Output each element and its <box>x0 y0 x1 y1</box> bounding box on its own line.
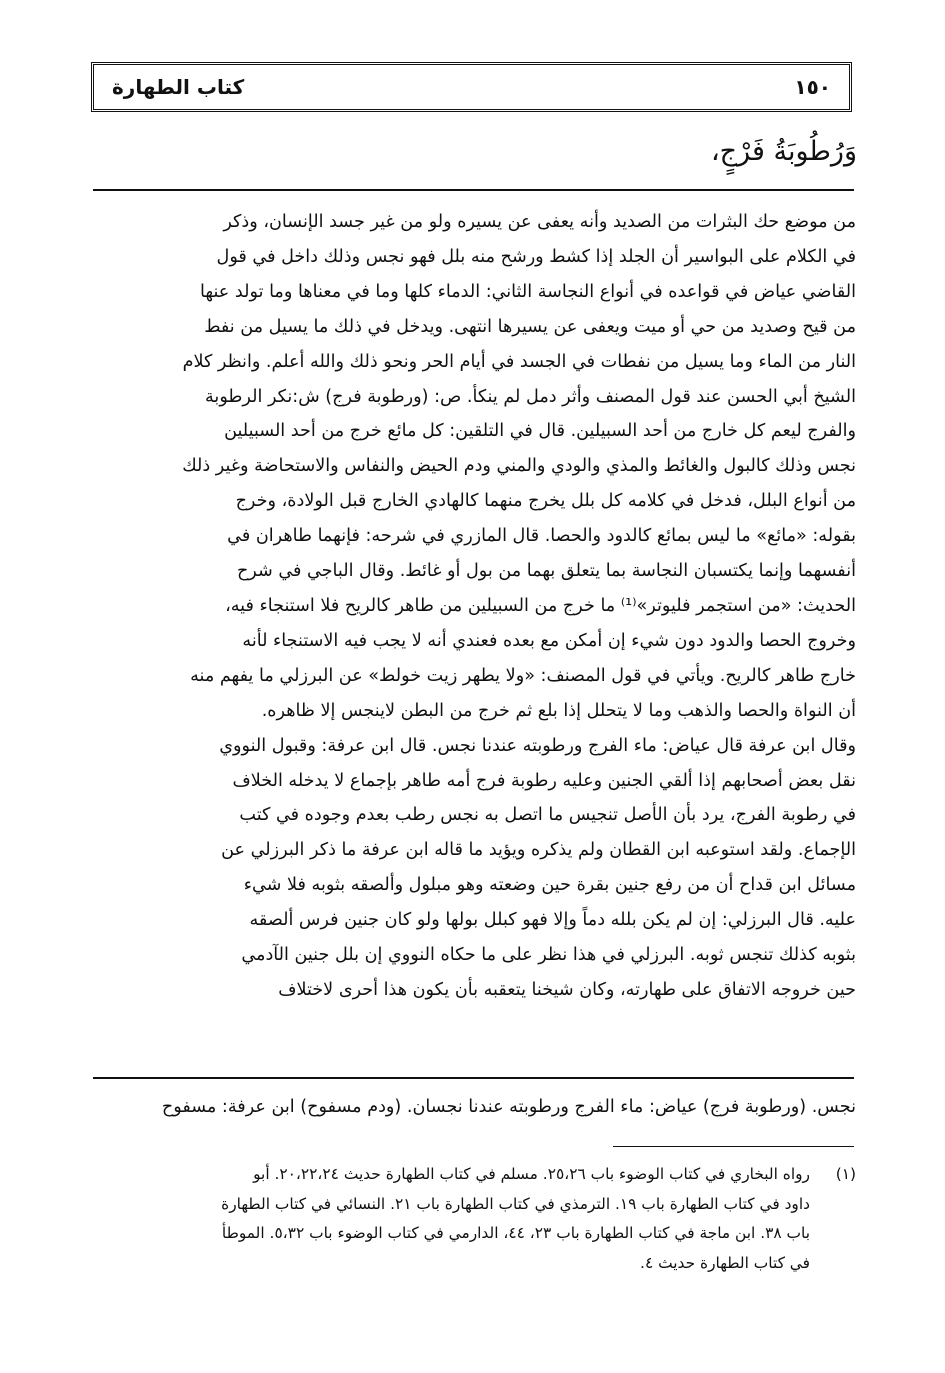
commentary-line: نقل بعض أصحابهم إذا ألقي الجنين وعليه رطوبة فرج أمه طاهر بإجماع لا يدخله الخلاف <box>232 770 856 791</box>
commentary-line: في الكلام على البواسير أن الجلد إذا كشط ورشح منه بلل فهو نجس وذلك داخل في قول <box>216 246 856 267</box>
commentary-line: القاضي عياض في قواعده في أنواع النجاسة الثاني: الدماء كلها وما في معناها وما تولد عنها <box>200 281 856 302</box>
commentary-line: أنفسهما وإنما يكتسبان النجاسة بما يتعلق بهما من بول أو غائط. وقال الباجي في شرح <box>236 561 856 582</box>
footnote-line: رواه البخاري في كتاب الوضوء باب ٢٥،٢٦. مسلم في كتاب الطهارة حديث ٢٠،٢٢،٢٤. أبو <box>253 1165 810 1183</box>
footnote <box>90 1160 856 1278</box>
divider-matn <box>93 189 854 191</box>
secondary-commentary: نجس. (ورطوبة فرج) عياض: ماء الفرج ورطوبته عندنا نجسان. (ودم مسفوح) ابن عرفة: مسفوح <box>161 1097 856 1117</box>
commentary-line: أن النواة والحصا والذهب وما لا يتحلل إذا بلع ثم خرج من البطن لاينجس إلا ظاهره. <box>261 700 856 721</box>
commentary-line: الحديث: «من استجمر فليوتر»⁽¹⁾ ما خرج من السبيلين من طاهر كالريح فلا استنجاء فيه، <box>225 595 856 616</box>
commentary-line: في رطوبة الفرج، يرد بأن الأصل تنجيس ما اتصل به نجس رطب بعدم وجوده في كتب <box>239 805 856 826</box>
page-number: ١٥٠ <box>794 75 831 99</box>
commentary-line: بقوله: «مائع» ما ليس بمائع كالدود والحصا. قال المازري في شرحه: فإنهما طاهران في <box>227 526 856 547</box>
divider-sharh <box>93 1077 854 1079</box>
commentary-line: من قيح وصديد من حي أو ميت ويعفى عن يسيرها انتهى. ويدخل في ذلك ما يسيل من نفط <box>204 316 856 337</box>
commentary-line: مسائل ابن قداح أن من رفع جنين بقرة حين وضعته وهو مبلول وألصقه بثوبه فلا شيء <box>243 875 856 896</box>
commentary-line: من أنواع البلل، فدخل في كلامه كل بلل يخرج منهما كالهادي الخارج قبل الولادة، وخرج <box>235 491 856 512</box>
running-header <box>91 62 852 112</box>
footnote-line: باب ٣٨. ابن ماجة في كتاب الطهارة باب ٢٣، ٤٤، الدارمي في كتاب الوضوء باب ٥،٣٢. الموطأ <box>221 1224 810 1242</box>
commentary-line: من موضع حك البثرات من الصديد وأنه يعفى عن يسيره ولو من غير جسد الإنسان، وذكر <box>223 212 856 232</box>
matn-verse: وَرُطُوبَةُ فَرْجٍ، <box>710 136 857 167</box>
commentary-line: النار من الماء وما يسيل من نفطات في الجسد في أيام الحر ونحو ذلك والله أعلم. وانظر كلام <box>182 351 856 372</box>
footnote-marker: (١) <box>835 1165 856 1183</box>
commentary-line: والفرج ليعم كل خارج من أحد السبيلين. قال في التلقين: كل مائع خرج من أحد السبيلين <box>224 421 856 442</box>
commentary-line: خارج طاهر كالريح. ويأتي في قول المصنف: «ولا يطهر زيت خولط» عن البرزلي ما يفهم منه <box>190 665 856 686</box>
divider-footnote <box>613 1146 854 1147</box>
commentary-line: عليه. قال البرزلي: إن لم يكن بلله دماً وإلا فهو كبلل بولها ولو كان جنين فرس ألصقه <box>249 910 856 931</box>
commentary-line: بثوبه كذلك تنجس ثوبه. البرزلي في هذا نظر على ما حكاه النووي إن بلل جنين الآدمي <box>241 945 856 966</box>
commentary-line: حين خروجه الاتفاق على طهارته، وكان شيخنا يتعقبه بأن يكون هذا أحرى لاختلاف <box>278 979 856 1000</box>
commentary-line: وقال ابن عرفة قال عياض: ماء الفرج ورطوبته عندنا نجس. قال ابن عرفة: وقبول النووي <box>219 735 856 756</box>
commentary-text <box>90 205 856 1008</box>
footnote-line: داود في كتاب الطهارة باب ١٩. الترمذي في كتاب الطهارة باب ٢١. النسائي في كتاب الطهارة <box>221 1194 810 1213</box>
commentary-line: نجس وذلك كالبول والغائط والمذي والودي والمني ودم الحيض والنفاس والاستحاضة وغير ذلك <box>182 456 856 477</box>
footnote-text <box>90 1160 810 1278</box>
footnote-line: في كتاب الطهارة حديث ٤. <box>640 1253 810 1272</box>
commentary-line: وخروج الحصا والدود دون شيء إن أمكن مع بعده فعندي أنه لا يجب فيه الاستنجاء لأنه <box>242 630 856 651</box>
commentary-line: الشيخ أبي الحسن عند قول المصنف وأثر دمل لم ينكأ. ص: (ورطوبة فرج) ش:نكر الرطوبة <box>204 386 856 407</box>
header-title: كتاب الطهارة <box>112 75 245 99</box>
commentary-line: الإجماع. ولقد استوعبه ابن القطان ولم يذكره ويؤيد ما قاله ابن عرفة ما ذكر البرزلي عن <box>221 840 856 861</box>
